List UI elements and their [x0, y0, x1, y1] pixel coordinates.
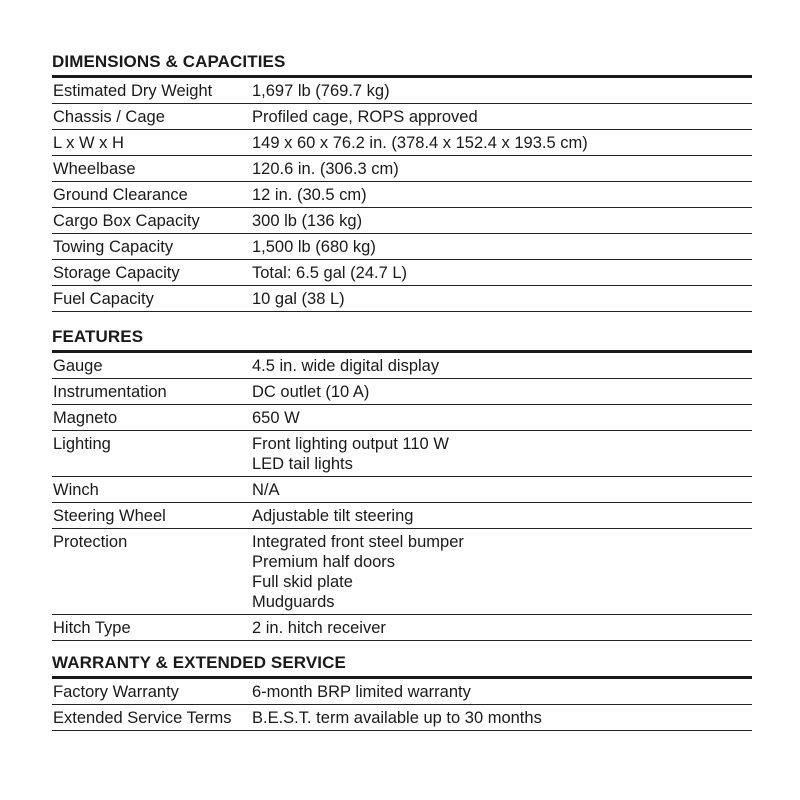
section-features	[52, 327, 752, 641]
section-spacer	[52, 641, 752, 653]
spec-value	[252, 480, 752, 500]
spec-label-line: Terms	[186, 709, 232, 727]
spec-value	[252, 434, 752, 474]
spec-value	[252, 133, 752, 153]
spec-label: Fuel Capacity	[53, 290, 154, 308]
spec-label: Factory Warranty	[53, 683, 179, 701]
spec-value-line: 650 W	[252, 409, 300, 427]
spec-row	[52, 679, 752, 705]
spec-value-line: Adjustable tilt steering	[252, 507, 414, 525]
spec-value	[252, 81, 752, 101]
spec-value-line: 300 lb (136 kg)	[252, 212, 363, 230]
spec-value-line: 149 x 60 x 76.2 in. (378.4 x 152.4 x 193.5 cm)	[252, 134, 588, 152]
spec-row	[52, 182, 752, 208]
spec-row	[52, 705, 752, 731]
spec-label: Steering Wheel	[53, 507, 166, 525]
spec-value-line: Full skid plate	[252, 573, 353, 591]
spec-label: Ground Clearance	[53, 186, 188, 204]
spec-value-line: 1,500 lb (680 kg)	[252, 238, 376, 256]
spec-row	[52, 208, 752, 234]
spec-sheet	[52, 52, 752, 731]
spec-value-line: 2 in. hitch receiver	[252, 619, 386, 637]
spec-row	[52, 477, 752, 503]
spec-value-line: B.E.S.T. term available up to 30 months	[252, 709, 542, 727]
section-title: DIMENSIONS & CAPACITIES	[52, 52, 752, 78]
section-title: WARRANTY & EXTENDED SERVICE	[52, 653, 752, 679]
spec-value-line: N/A	[252, 481, 280, 499]
section-spacer	[52, 312, 752, 327]
spec-row	[52, 379, 752, 405]
spec-value	[252, 408, 752, 428]
spec-row	[52, 353, 752, 379]
spec-value-line: DC outlet (10 A)	[252, 383, 370, 401]
spec-row	[52, 78, 752, 104]
spec-value	[252, 289, 752, 309]
spec-label: L x W x H	[53, 134, 124, 152]
spec-row	[52, 286, 752, 312]
spec-value-line: 1,697 lb (769.7 kg)	[252, 82, 390, 100]
spec-value-line: 12 in. (30.5 cm)	[252, 186, 367, 204]
spec-value-line: Mudguards	[252, 593, 335, 611]
spec-value	[252, 382, 752, 402]
spec-label: Storage Capacity	[53, 264, 180, 282]
spec-row	[52, 431, 752, 477]
spec-value	[252, 237, 752, 257]
spec-value-line: Premium half doors	[252, 553, 396, 571]
spec-value	[252, 506, 752, 526]
spec-row	[52, 234, 752, 260]
spec-value-line: Integrated front steel bumper	[252, 533, 464, 551]
spec-label: Wheelbase	[53, 160, 136, 178]
spec-label: Protection	[53, 533, 128, 551]
spec-label: Winch	[53, 481, 99, 499]
spec-value-line: 6-month BRP limited warranty	[252, 683, 471, 701]
section-title: FEATURES	[52, 327, 752, 353]
spec-value-line: Total: 6.5 gal (24.7 L)	[252, 264, 408, 282]
spec-value	[252, 532, 752, 612]
spec-row	[52, 260, 752, 286]
spec-value	[252, 159, 752, 179]
section-dimensions-capacities	[52, 52, 752, 312]
spec-label	[52, 708, 252, 728]
spec-row	[52, 130, 752, 156]
spec-label: Lighting	[53, 435, 111, 453]
spec-row	[52, 405, 752, 431]
spec-label: Cargo Box Capacity	[53, 212, 200, 230]
spec-value	[252, 185, 752, 205]
spec-value-line: 120.6 in. (306.3 cm)	[252, 160, 399, 178]
spec-label: Towing Capacity	[53, 238, 174, 256]
spec-value-line: Front lighting output 110 W	[252, 435, 449, 453]
spec-value	[252, 708, 752, 728]
spec-value	[252, 618, 752, 638]
spec-label: Estimated Dry Weight	[53, 82, 213, 100]
spec-value	[252, 682, 752, 702]
spec-row	[52, 104, 752, 130]
spec-row	[52, 615, 752, 641]
spec-label-line: Extended Service	[53, 709, 183, 727]
spec-row	[52, 529, 752, 615]
section-warranty-extended-service	[52, 653, 752, 731]
spec-value	[252, 263, 752, 283]
spec-value-line: Profiled cage, ROPS approved	[252, 108, 478, 126]
spec-label: Chassis / Cage	[53, 108, 165, 126]
spec-label: Hitch Type	[53, 619, 131, 637]
spec-value	[252, 211, 752, 231]
spec-label: Gauge	[53, 357, 103, 375]
spec-row	[52, 503, 752, 529]
spec-row	[52, 156, 752, 182]
spec-value	[252, 107, 752, 127]
spec-label: Instrumentation	[53, 383, 167, 401]
spec-label: Magneto	[53, 409, 118, 427]
spec-value-line: 10 gal (38 L)	[252, 290, 345, 308]
spec-value	[252, 356, 752, 376]
spec-value-line: LED tail lights	[252, 455, 353, 473]
spec-value-line: 4.5 in. wide digital display	[252, 357, 440, 375]
